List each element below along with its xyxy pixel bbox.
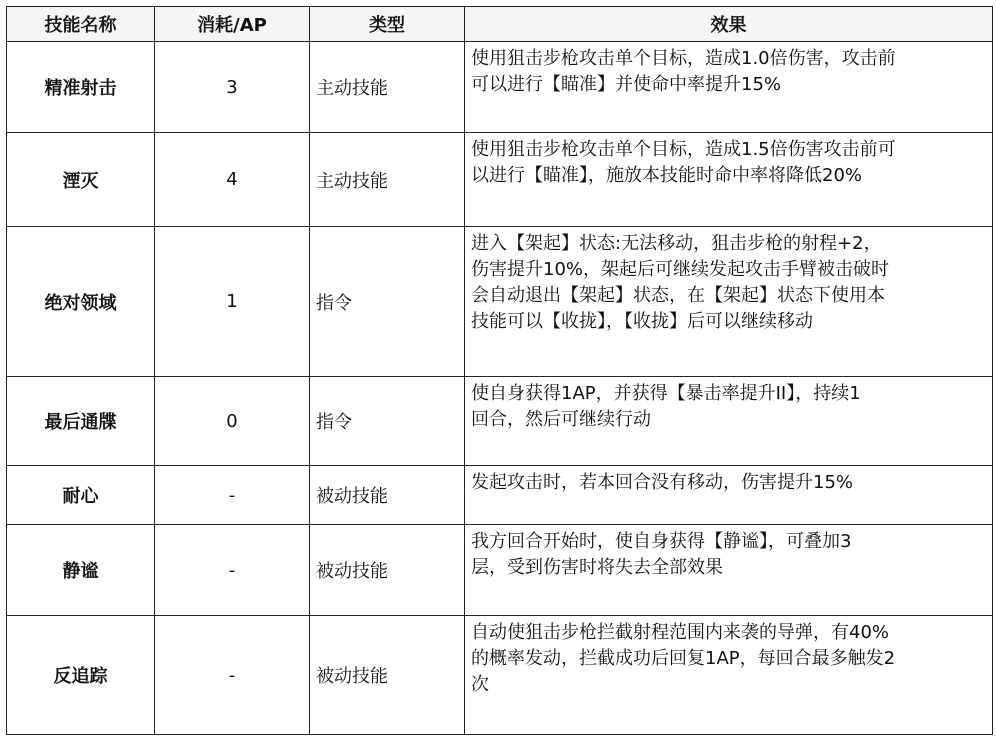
table-row xyxy=(7,133,993,227)
effect-line: 伤害提升10%，架起后可继续发起攻击手臂被击破时 xyxy=(471,259,890,280)
skill-cost: 3 xyxy=(155,42,310,133)
table-row xyxy=(7,227,993,377)
effect-line: 会自动退出【架起】状态，在【架起】状态下使用本 xyxy=(471,285,885,306)
skill-cost: 1 xyxy=(155,227,310,377)
header-effect: 效果 xyxy=(465,7,993,42)
effect-line: 使用狙击步枪攻击单个目标，造成1.5倍伤害攻击前可 xyxy=(471,139,896,160)
table-row xyxy=(7,616,993,735)
header-row xyxy=(7,7,993,42)
skills-table xyxy=(6,6,993,735)
effect-line: 使自身获得1AP，并获得【暴击率提升II】，持续1 xyxy=(471,383,861,404)
effect-line: 进入【架起】状态:无法移动，狙击步枪的射程+2， xyxy=(471,233,882,254)
skill-name: 精准射击 xyxy=(7,42,155,133)
skill-cost: 0 xyxy=(155,377,310,466)
effect-line: 技能可以【收拢】，【收拢】后可以继续移动 xyxy=(471,311,813,332)
skill-name: 反追踪 xyxy=(7,616,155,735)
skill-type: 被动技能 xyxy=(310,466,465,525)
effect-line: 可以进行【瞄准】并使命中率提升15% xyxy=(471,74,782,95)
header-type: 类型 xyxy=(310,7,465,42)
skill-type: 指令 xyxy=(310,227,465,377)
effect-line: 自动使狙击步枪拦截射程范围内来袭的导弹，有40% xyxy=(471,622,890,643)
skill-effect xyxy=(465,377,993,466)
table-row xyxy=(7,525,993,616)
skill-type: 被动技能 xyxy=(310,525,465,616)
skill-cost: 4 xyxy=(155,133,310,227)
skill-type: 主动技能 xyxy=(310,42,465,133)
effect-line: 以进行【瞄准】，施放本技能时命中率将降低20% xyxy=(471,165,863,186)
effect-line: 使用狙击步枪攻击单个目标，造成1.0倍伤害，攻击前 xyxy=(471,48,896,69)
skill-cost: - xyxy=(155,466,310,525)
table-row xyxy=(7,377,993,466)
skill-cost: - xyxy=(155,525,310,616)
skill-effect xyxy=(465,525,993,616)
effect-line: 发起攻击时，若本回合没有移动，伤害提升15% xyxy=(471,472,854,493)
effect-line: 次 xyxy=(471,674,489,695)
skill-name: 耐心 xyxy=(7,466,155,525)
effect-line: 我方回合开始时，使自身获得【静谧】，可叠加3 xyxy=(471,531,852,552)
skill-effect xyxy=(465,42,993,133)
skill-name: 绝对领域 xyxy=(7,227,155,377)
skill-type: 被动技能 xyxy=(310,616,465,735)
effect-line: 的概率发动，拦截成功后回复1AP，每回合最多触发2 xyxy=(471,648,896,669)
skill-name: 最后通牒 xyxy=(7,377,155,466)
skill-type: 主动技能 xyxy=(310,133,465,227)
header-skill-name: 技能名称 xyxy=(7,7,155,42)
skill-effect xyxy=(465,133,993,227)
skill-type: 指令 xyxy=(310,377,465,466)
table-row xyxy=(7,466,993,525)
effect-line: 层，受到伤害时将失去全部效果 xyxy=(471,557,723,578)
effect-line: 回合，然后可继续行动 xyxy=(471,409,651,430)
skill-name: 静谧 xyxy=(7,525,155,616)
skill-cost: - xyxy=(155,616,310,735)
table-row xyxy=(7,42,993,133)
header-cost: 消耗/AP xyxy=(155,7,310,42)
skill-name: 湮灭 xyxy=(7,133,155,227)
skill-effect xyxy=(465,227,993,377)
skill-effect xyxy=(465,616,993,735)
skill-effect xyxy=(465,466,993,525)
